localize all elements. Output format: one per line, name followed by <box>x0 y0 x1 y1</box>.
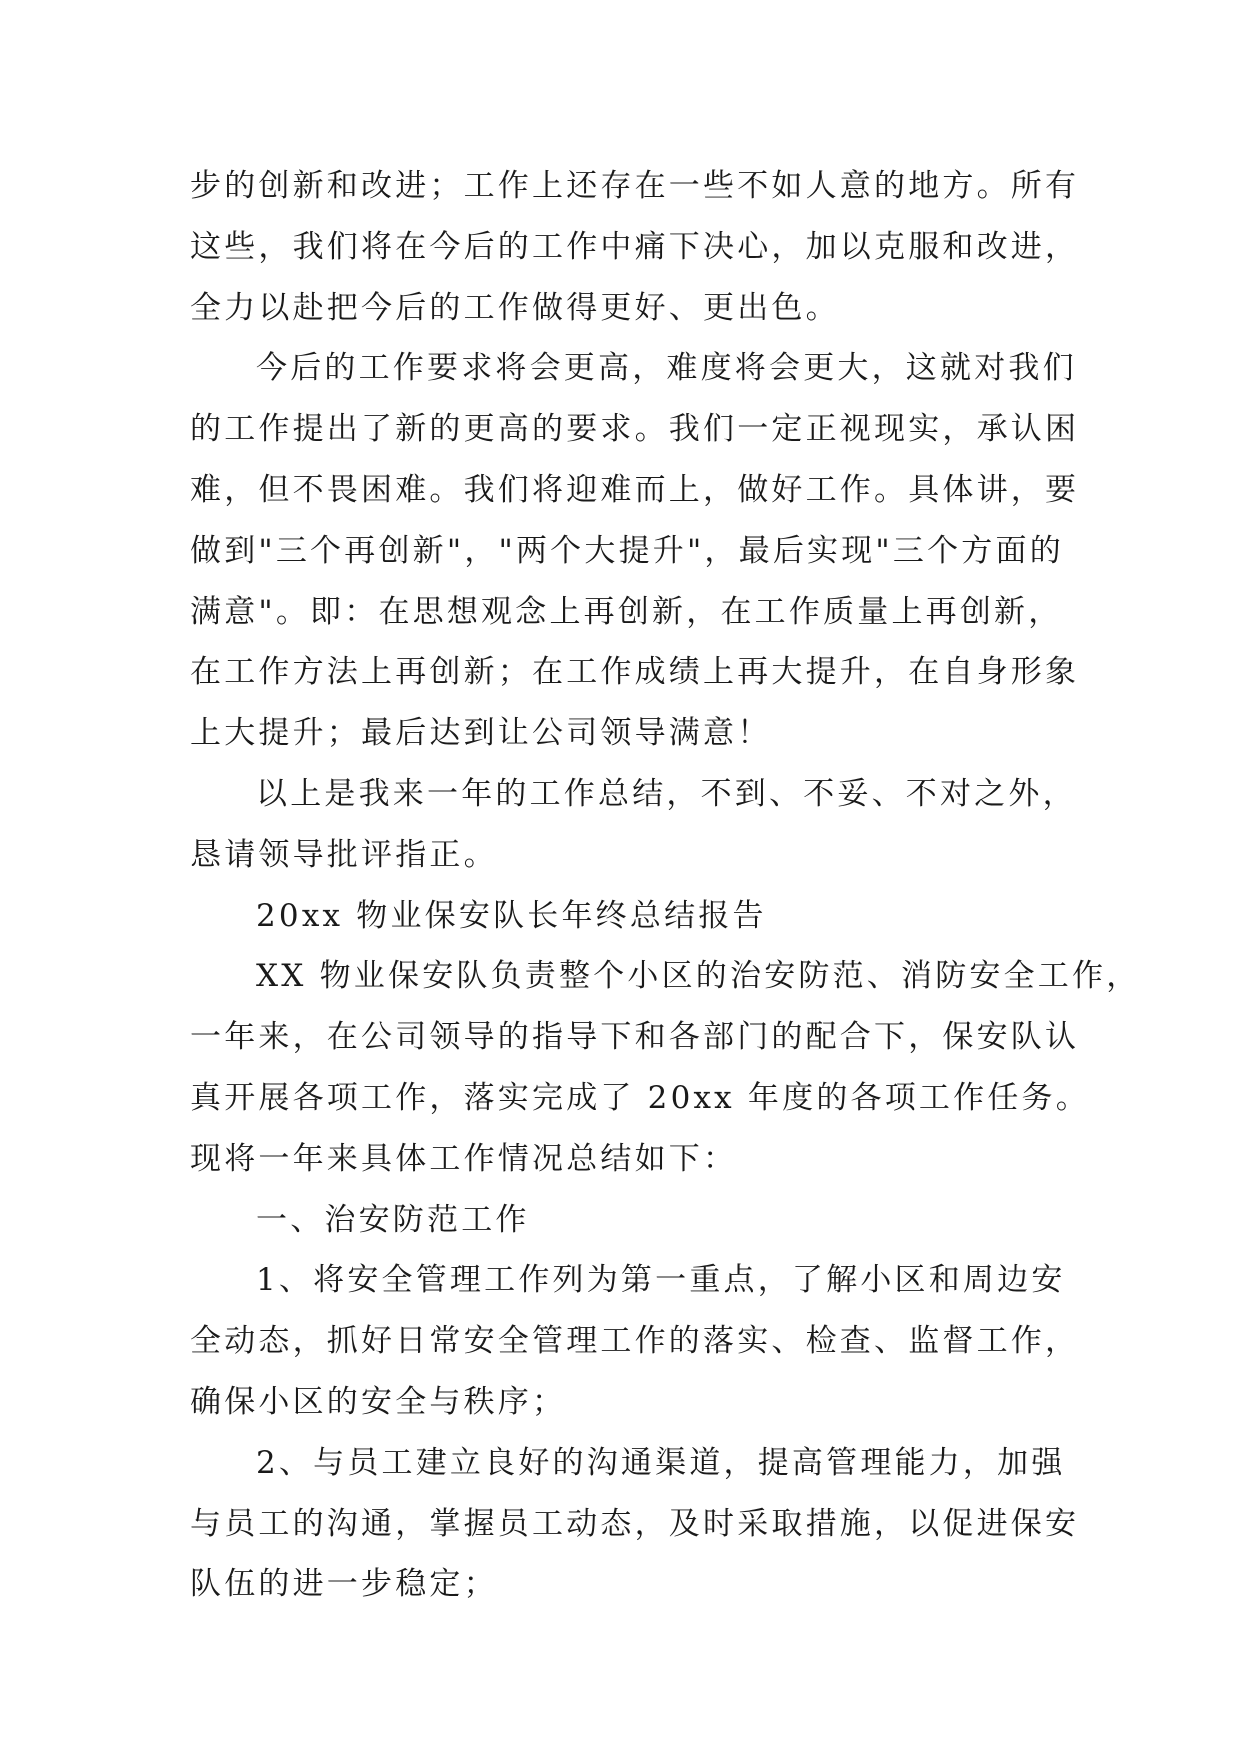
list-item-start-line: 1、将安全管理工作列为第一重点，了解小区和周边安 <box>256 1262 1066 1299</box>
text-line: 难，但不畏困难。我们将迎难而上，做好工作。具体讲，要 <box>190 471 1080 508</box>
text-line: 现将一年来具体工作情况总结如下： <box>190 1140 738 1177</box>
text-line: 恳请领导批评指正。 <box>190 836 498 873</box>
text-line: 做到"三个再创新"，"两个大提升"，最后实现"三个方面的 <box>190 532 1064 569</box>
paragraph-start-line: XX 物业保安队负责整个小区的治安防范、消防安全工作， <box>256 958 1141 995</box>
text-line: 确保小区的安全与秩序； <box>190 1383 567 1420</box>
text-line: 全力以赴把今后的工作做得更好、更出色。 <box>190 289 840 326</box>
text-line: 满意"。即：在思想观念上再创新，在工作质量上再创新， <box>190 593 1063 630</box>
paragraph-start-line: 今后的工作要求将会更高，难度将会更大，这就对我们 <box>256 350 1077 387</box>
list-item-start-line: 2、与员工建立良好的沟通渠道，提高管理能力，加强 <box>256 1444 1066 1481</box>
text-line: 的工作提出了新的更高的要求。我们一定正视现实，承认困 <box>190 411 1080 448</box>
text-line: 上大提升；最后达到让公司领导满意！ <box>190 715 772 752</box>
text-line: 真开展各项工作，落实完成了 20xx 年度的各项工作任务。 <box>190 1079 1090 1116</box>
text-line: 与员工的沟通，掌握员工动态，及时采取措施，以促进保安 <box>190 1505 1080 1542</box>
text-line: 步的创新和改进；工作上还存在一些不如人意的地方。所有 <box>190 168 1080 204</box>
text-line: 全动态，抓好日常安全管理工作的落实、检查、监督工作， <box>190 1323 1080 1360</box>
text-line: 一年来，在公司领导的指导下和各部门的配合下，保安队认 <box>190 1019 1080 1056</box>
section-heading: 一、治安防范工作 <box>256 1201 530 1238</box>
document-body <box>190 156 1141 1615</box>
text-line: 这些，我们将在今后的工作中痛下决心，加以克服和改进， <box>190 228 1080 265</box>
paragraph-start-line: 以上是我来一年的工作总结，不到、不妥、不对之外， <box>256 775 1077 812</box>
text-line: 队伍的进一步稳定； <box>190 1566 498 1603</box>
section-title: 20xx 物业保安队长年终总结报告 <box>256 897 767 934</box>
text-line: 在工作方法上再创新；在工作成绩上再大提升，在自身形象 <box>190 654 1080 691</box>
